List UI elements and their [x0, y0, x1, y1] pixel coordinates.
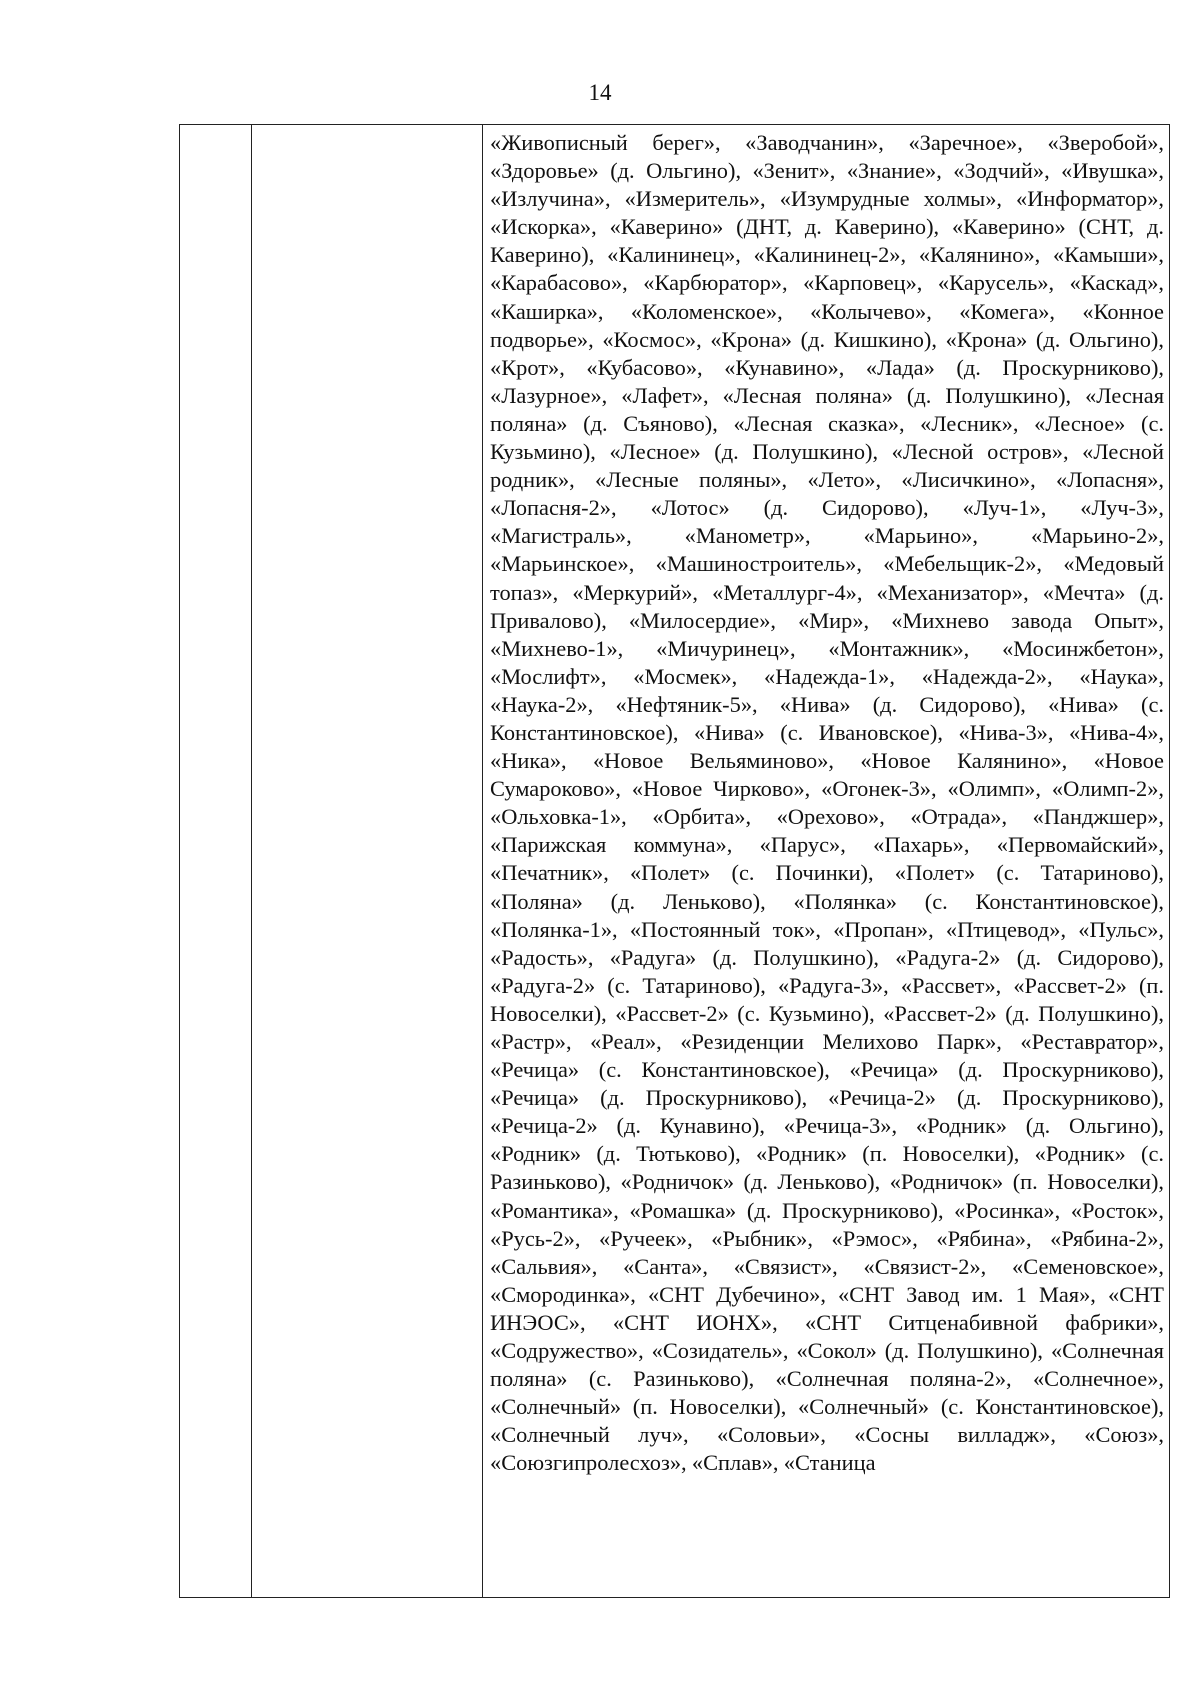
document-table	[179, 124, 1170, 1598]
table-cell-number	[180, 125, 252, 1598]
table-row	[180, 125, 1170, 1598]
page-number: 14	[588, 80, 612, 105]
table-cell-settlements	[483, 125, 1170, 1598]
table-cell-municipality	[252, 125, 483, 1598]
settlements-list-text: «Живописный берег», «Заводчанин», «Заречное», «Зверобой», «Здоровье» (д. Ольгино), «Зенит», «Знание», «Зодчий», «Ивушка», «Излучина», «Измеритель», «Изумрудные холмы», «Информатор», «Искорка», «Каверино» (ДНТ, д. Каверино), «Каверино» (СНТ, д. Каверино), «Калининец», «Калининец-2», «Калянино», «Камыши», «Карабасово», «Карбюратор», «Карповец», «Карусель», «Каскад», «Каширка», «Коломенское», «Колычево», «Комега», «Конное подворье», «Космос», «Крона» (д. Кишкино), «Крона» (д. Ольгино), «Крот», «Кубасово», «Кунавино», «Лада» (д. Проскурниково), «Лазурное», «Лафет», «Лесная поляна» (д. Полушкино), «Лесная поляна» (д. Съяново), «Лесная сказка», «Лесник», «Лесное» (с. Кузьмино), «Лесное» (д. Полушкино), «Лесной остров», «Лесной родник», «Лесные поляны», «Лето», «Лисичкино», «Лопасня», «Лопасня-2», «Лотос» (д. Сидорово), «Луч-1», «Луч-3», «Магистраль», «Манометр», «Марьино», «Марьино-2», «Марьинское», «Машиностроитель», «Мебельщик-2», «Медовый топаз», «Меркурий», «Металлург-4», «Механизатор», «Мечта» (д. Привалово), «Милосердие», «Мир», «Михнево завода Опыт», «Михнево-1», «Мичуринец», «Монтажник», «Мосинжбетон», «Мослифт», «Мосмек», «Надежда-1», «Надежда-2», «Наука», «Наука-2», «Нефтяник-5», «Нива» (д. Сидорово), «Нива» (с. Константиновское), «Нива» (с. Ивановское), «Нива-3», «Нива-4», «Ника», «Новое Вельяминово», «Новое Калянино», «Новое Сумароково», «Новое Чирково», «Огонек-3», «Олимп», «Олимп-2», «Ольховка-1», «Орбита», «Орехово», «Отрада», «Панджшер», «Парижская коммуна», «Парус», «Пахарь», «Первомайский», «Печатник», «Полет» (с. Починки), «Полет» (с. Татариново), «Поляна» (д. Леньково), «Полянка» (с. Константиновское), «Полянка-1», «Постоянный ток», «Пропан», «Птицевод», «Пульс», «Радость», «Радуга» (д. Полушкино), «Радуга-2» (д. Сидорово), «Радуга-2» (с. Татариново), «Радуга-3», «Рассвет», «Рассвет-2» (п. Новоселки), «Рассвет-2» (с. Кузьмино), «Рассвет-2» (д. Полушкино), «Растр», «Реал», «Резиденции Мелихово Парк», «Реставратор», «Речица» (с. Константиновское), «Речица» (д. Проскурниково), «Речица» (д. Проскурниково), «Речица-2» (д. Проскурниково), «Речица-2» (д. Кунавино), «Речица-3», «Родник» (д. Ольгино), «Родник» (д. Тютьково), «Родник» (п. Новоселки), «Родник» (с. Разиньково), «Родничок» (д. Леньково), «Родничок» (п. Новоселки), «Романтика», «Ромашка» (д. Проскурниково), «Росинка», «Росток», «Русь-2», «Ручеек», «Рыбник», «Рэмос», «Рябина», «Рябина-2», «Сальвия», «Санта», «Связист», «Связист-2», «Семеновское», «Смородинка», «СНТ Дубечино», «СНТ Завод им. 1 Мая», «СНТ ИНЭОС», «СНТ ИОНХ», «СНТ Ситценабивной фабрики», «Содружество», «Созидатель», «Сокол» (д. Полушкино), «Солнечная поляна» (с. Разиньково), «Солнечная поляна-2», «Солнечное», «Солнечный» (п. Новоселки), «Солнечный» (с. Константиновское), «Солнечный луч», «Соловьи», «Сосны вилладж», «Союз», «Союзгипролесхоз», «Сплав», «Станица	[490, 130, 1164, 1476]
